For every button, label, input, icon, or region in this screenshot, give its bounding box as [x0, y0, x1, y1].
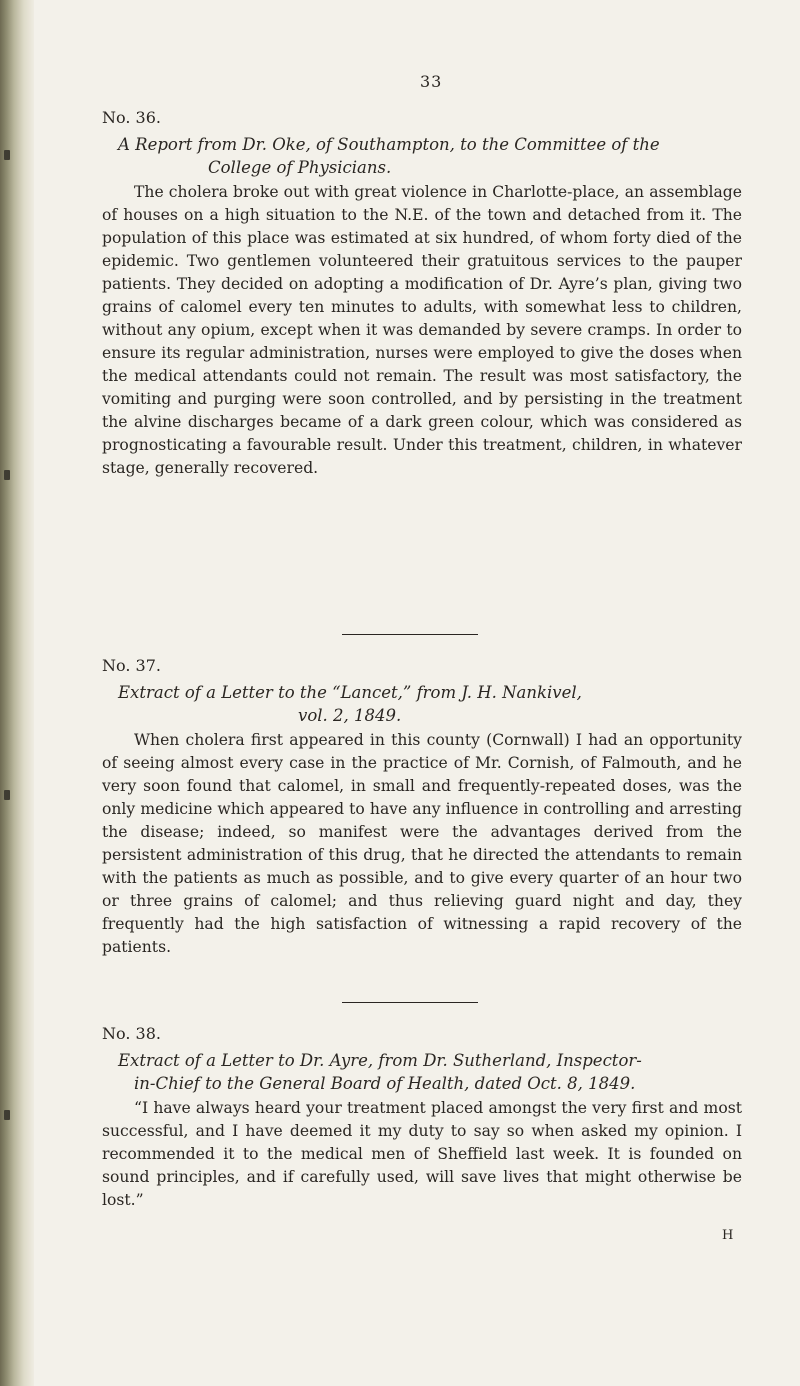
- page-number: 33: [420, 72, 443, 91]
- entry-body: “I have always heard your treatment placed amongst the very first and most successful, and I have deemed it my duty to say so when asked my opinion. I recommended it to the medical men of Sheffield last week. It is founded on sound principles, and if carefully used, will save lives that might otherwise be lost.”: [102, 1099, 742, 1209]
- entry-number: No. 37.: [102, 656, 161, 675]
- entry-body: The cholera broke out with great violence in Charlotte-place, an assemblage of houses on a high situation to the N.E. of the town and detached from it. The population of this place was estimated at six hundred, of whom forty died of the epidemic. Two gentlemen volunteered their gratuitous services to the pauper patients. They decided on adopting a modification of Dr. Ayre’s plan, giving two grains of calomel every ten minutes to adults, with somewhat less to children, without any opium, except when it was demanded by severe cramps. In order to ensure its regular administration, nurses were employed to give the doses when the medical attendants could not remain. The result was most satisfactory, the vomiting and purging were soon controlled, and by persisting in the treatment the alvine discharges became of a dark green colour, which was considered as prognosticating a favourable result. Under this treatment, children, in whatever stage, generally recovered.: [102, 183, 742, 477]
- section-divider: [342, 634, 478, 635]
- binding-thread-mark: [4, 150, 10, 160]
- binding-thread-mark: [4, 470, 10, 480]
- entry-title-line-2: vol. 2, 1849.: [298, 706, 402, 725]
- entry-number: No. 36.: [102, 108, 161, 127]
- entry-title-line-2: College of Physicians.: [208, 158, 392, 177]
- entry-title-line-1: Extract of a Letter to Dr. Ayre, from Dr. Sutherland, Inspector-: [118, 1051, 642, 1070]
- binding-gutter: [0, 0, 34, 1386]
- binding-thread-mark: [4, 790, 10, 800]
- entry-37: [102, 656, 742, 959]
- entry-title: [118, 681, 742, 727]
- entry-number: No. 38.: [102, 1024, 161, 1043]
- entry-38: [102, 1024, 742, 1212]
- section-divider: [342, 1002, 478, 1003]
- signature-mark: H: [722, 1228, 734, 1243]
- binding-thread-mark: [4, 1110, 10, 1120]
- entry-title-line-1: Extract of a Letter to the “Lancet,” from J. H. Nankivel,: [118, 683, 582, 702]
- entry-36: [102, 108, 742, 480]
- entry-title: [118, 133, 742, 179]
- entry-title-line-1: A Report from Dr. Oke, of Southampton, to the Committee of the: [118, 135, 660, 154]
- entry-body: When cholera first appeared in this county (Cornwall) I had an opportunity of seeing almost every case in the practice of Mr. Cornish, of Falmouth, and he very soon found that calomel, in small and frequently-repeated doses, was the only medicine which appeared to have any influence in controlling and arresting the disease; indeed, so manifest were the advantages derived from the persistent administration of this drug, that he directed the attendants to remain with the patients as much as possible, and to give every quarter of an hour two or three grains of calomel; and thus relieving guard night and day, they frequently had the high satisfaction of witnessing a rapid recovery of the patients.: [102, 731, 742, 956]
- entry-title-line-2: in-Chief to the General Board of Health, dated Oct. 8, 1849.: [134, 1074, 636, 1093]
- entry-title: [118, 1049, 742, 1095]
